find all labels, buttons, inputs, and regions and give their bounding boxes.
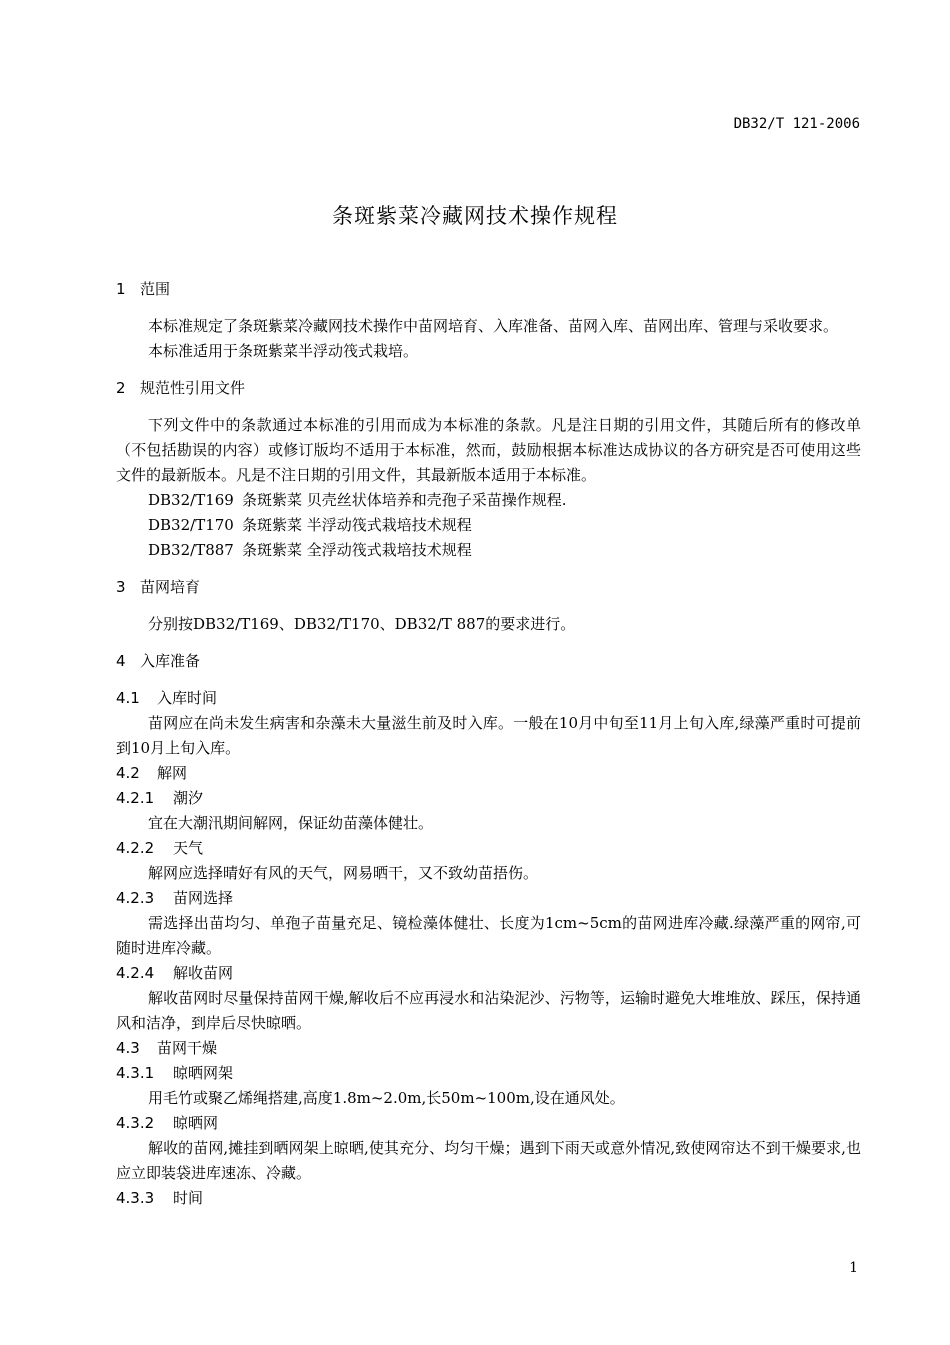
reference-text: 条斑紫菜 半浮动筏式栽培技术规程 (242, 516, 472, 534)
section-title: 时间 (173, 1189, 204, 1207)
paragraph: 本标准规定了条斑紫菜冷藏网技术操作中苗网培育、入库准备、苗网入库、苗网出库、管理与采收要求。 (148, 317, 839, 335)
section-title: 潮汐 (173, 789, 204, 807)
section-number: 4.1 (116, 689, 140, 707)
section-title: 苗网培育 (140, 578, 201, 596)
section-number: 4.2.2 (116, 839, 155, 857)
reference-code: DB32/T887 (148, 541, 234, 559)
paragraph: 本标准适用于条斑紫菜半浮动筏式栽培。 (148, 342, 419, 360)
paragraph: 解收苗网时尽量保持苗网干燥,解收后不应再浸水和沾染泥沙、污物等，运输时避免大堆堆放、踩压，保持通风和洁净，到岸后尽快晾晒。 (116, 989, 861, 1032)
section-number: 4.3.3 (116, 1189, 155, 1207)
section-title: 规范性引用文件 (140, 379, 246, 397)
section-2-heading (116, 376, 861, 401)
paragraph: 解收的苗网,摊挂到晒网架上晾晒,使其充分、均匀干燥；遇到下雨天或意外情况,致使网帘达不到干燥要求,也应立即装袋进库速冻、冷藏。 (116, 1139, 861, 1182)
reference-code: DB32/T169 (148, 491, 234, 509)
section-4-2-1-heading (116, 786, 861, 811)
section-number: 4.2.1 (116, 789, 155, 807)
section-4-3-2-heading (116, 1111, 861, 1136)
standard-code: DB32/T 121-2006 (733, 116, 860, 132)
reference-text: 条斑紫菜 贝壳丝状体培养和壳孢子采苗操作规程. (242, 491, 567, 509)
section-1-heading (116, 277, 861, 302)
page-number: 1 (849, 1260, 858, 1276)
section-number: 2 (116, 379, 126, 397)
paragraph: 分别按DB32/T169、DB32/T170、DB32/T 887的要求进行。 (148, 615, 576, 633)
section-4-heading (116, 649, 861, 674)
section-title: 晾晒网架 (173, 1064, 234, 1082)
reference-text: 条斑紫菜 全浮动筏式栽培技术规程 (242, 541, 472, 559)
paragraph: 需选择出苗均匀、单孢子苗量充足、镜检藻体健壮、长度为1cm~5cm的苗网进库冷藏.绿藻严重的网帘,可随时进库冷藏。 (116, 914, 861, 957)
paragraph: 宜在大潮汛期间解网，保证幼苗藻体健壮。 (148, 814, 434, 832)
section-title: 苗网选择 (173, 889, 234, 907)
section-4-2-3-heading (116, 886, 861, 911)
paragraph: 用毛竹或聚乙烯绳搭建,高度1.8m~2.0m,长50m~100m,设在通风处。 (148, 1089, 625, 1107)
section-4-2-4-heading (116, 961, 861, 986)
section-number: 4 (116, 652, 126, 670)
section-number: 3 (116, 578, 126, 596)
section-3-heading (116, 575, 861, 600)
section-number: 1 (116, 280, 126, 298)
section-title: 天气 (173, 839, 204, 857)
section-4-1-heading (116, 686, 861, 711)
section-number: 4.3.1 (116, 1064, 155, 1082)
section-number: 4.3.2 (116, 1114, 155, 1132)
reference-item (116, 488, 861, 513)
section-title: 入库准备 (140, 652, 201, 670)
section-title: 范围 (140, 280, 171, 298)
paragraph: 下列文件中的条款通过本标准的引用而成为本标准的条款。凡是注日期的引用文件，其随后所有的修改单（不包括勘误的内容）或修订版均不适用于本标准，然而，鼓励根据本标准达成协议的各方研究是否可使用这些文件的最新版本。凡是不注日期的引用文件，其最新版本适用于本标准。 (116, 416, 861, 484)
paragraph: 解网应选择晴好有风的天气，网易晒干，又不致幼苗捂伤。 (148, 864, 539, 882)
document-title: 条斑紫菜冷藏网技术操作规程 (332, 204, 618, 228)
section-number: 4.2.4 (116, 964, 155, 982)
paragraph: 苗网应在尚未发生病害和杂藻未大量滋生前及时入库。一般在10月中旬至11月上旬入库,绿藻严重时可提前到10月上旬入库。 (116, 714, 861, 757)
section-title: 苗网干燥 (157, 1039, 218, 1057)
reference-item (116, 513, 861, 538)
section-title: 入库时间 (157, 689, 218, 707)
reference-item (116, 538, 861, 563)
section-4-2-heading (116, 761, 861, 786)
reference-code: DB32/T170 (148, 516, 234, 534)
section-4-2-2-heading (116, 836, 861, 861)
document-body (116, 277, 861, 1211)
section-4-3-heading (116, 1036, 861, 1061)
section-number: 4.2 (116, 764, 140, 782)
section-title: 解收苗网 (173, 964, 234, 982)
section-4-3-1-heading (116, 1061, 861, 1086)
section-title: 晾晒网 (173, 1114, 219, 1132)
section-4-3-3-heading (116, 1186, 861, 1211)
section-number: 4.2.3 (116, 889, 155, 907)
section-number: 4.3 (116, 1039, 140, 1057)
section-title: 解网 (157, 764, 188, 782)
